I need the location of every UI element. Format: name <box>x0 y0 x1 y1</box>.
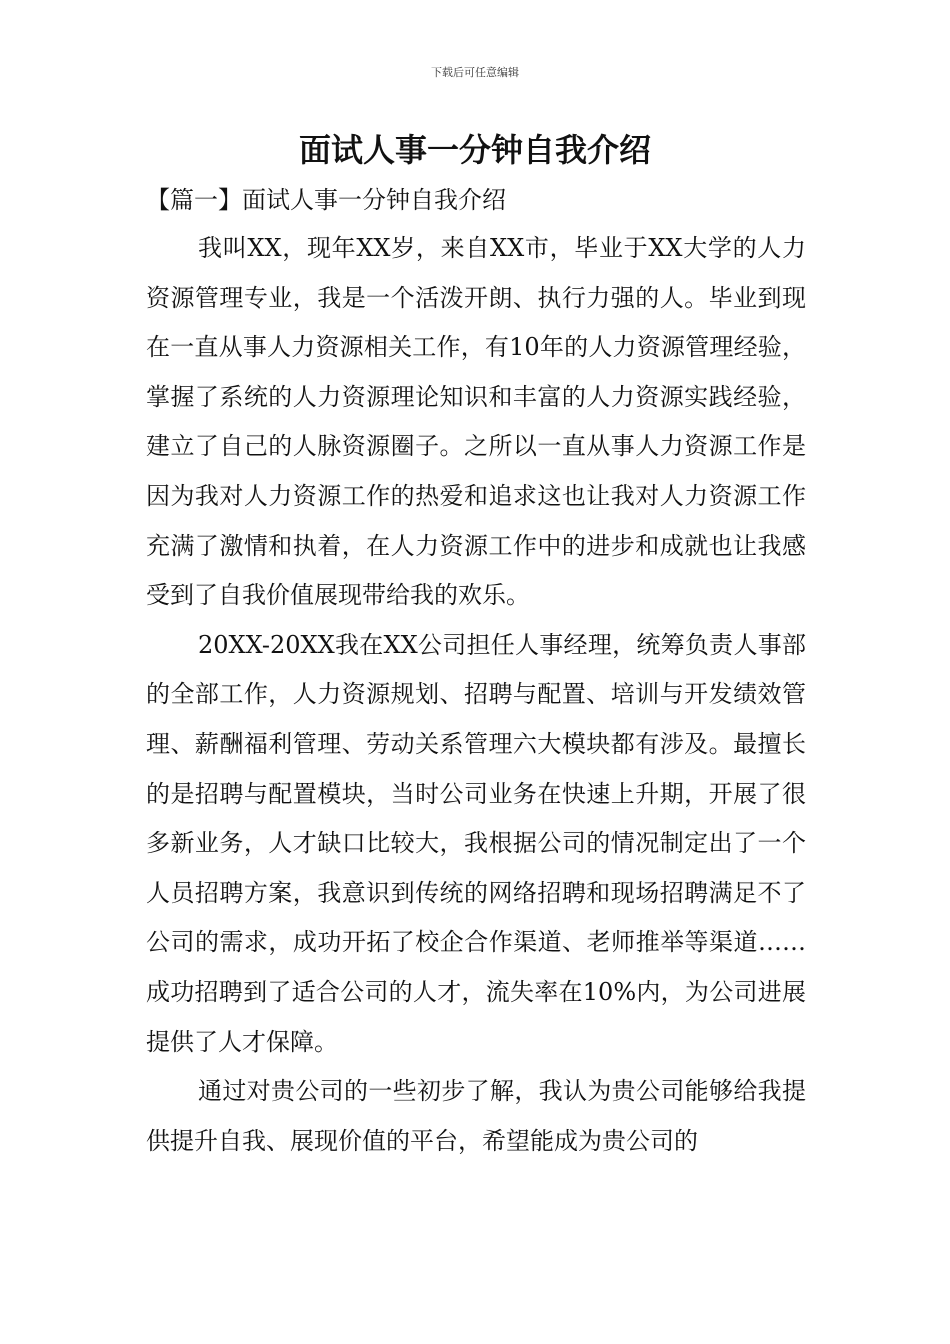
paragraph-experience: 20XX-20XX我在XX公司担任人事经理，统筹负责人事部的全部工作，人力资源规划、招聘与配置、培训与开发绩效管理、薪酬福利管理、劳动关系管理六大模块都有涉及。最擅长的是招聘与配置模块，当时公司业务在快速上升期，开展了很多新业务，人才缺口比较大，我根据公司的情况制定出了一个人员招聘方案，我意识到传统的网络招聘和现场招聘满足不了公司的需求，成功开拓了校企合作渠道、老师推举等渠道……成功招聘到了适合公司的人才，流失率在10%内，为公司进展提供了人才保障。 <box>146 630 806 1056</box>
section-heading: 【篇一】面试人事一分钟自我介绍 <box>146 186 506 214</box>
paragraph-motivation: 通过对贵公司的一些初步了解，我认为贵公司能够给我提供提升自我、展现价值的平台，希望能成为贵公司的 <box>146 1077 806 1155</box>
paragraph-intro: 我叫XX，现年XX岁，来自XX市，毕业于XX大学的人力资源管理专业，我是一个活泼开朗、执行力强的人。毕业到现在一直从事人力资源相关工作，有10年的人力资源管理经验，掌握了系统的人力资源理论知识和丰富的人力资源实践经验，建立了自己的人脉资源圈子。之所以一直从事人力资源工作是因为我对人力资源工作的热爱和追求这也让我对人力资源工作充满了激情和执着，在人力资源工作中的进步和成就也让我感受到了自我价值展现带给我的欢乐。 <box>146 234 806 610</box>
header-note: 下载后可任意编辑 <box>431 66 519 79</box>
document-body <box>146 224 806 1166</box>
document-title: 面试人事一分钟自我介绍 <box>298 131 651 169</box>
